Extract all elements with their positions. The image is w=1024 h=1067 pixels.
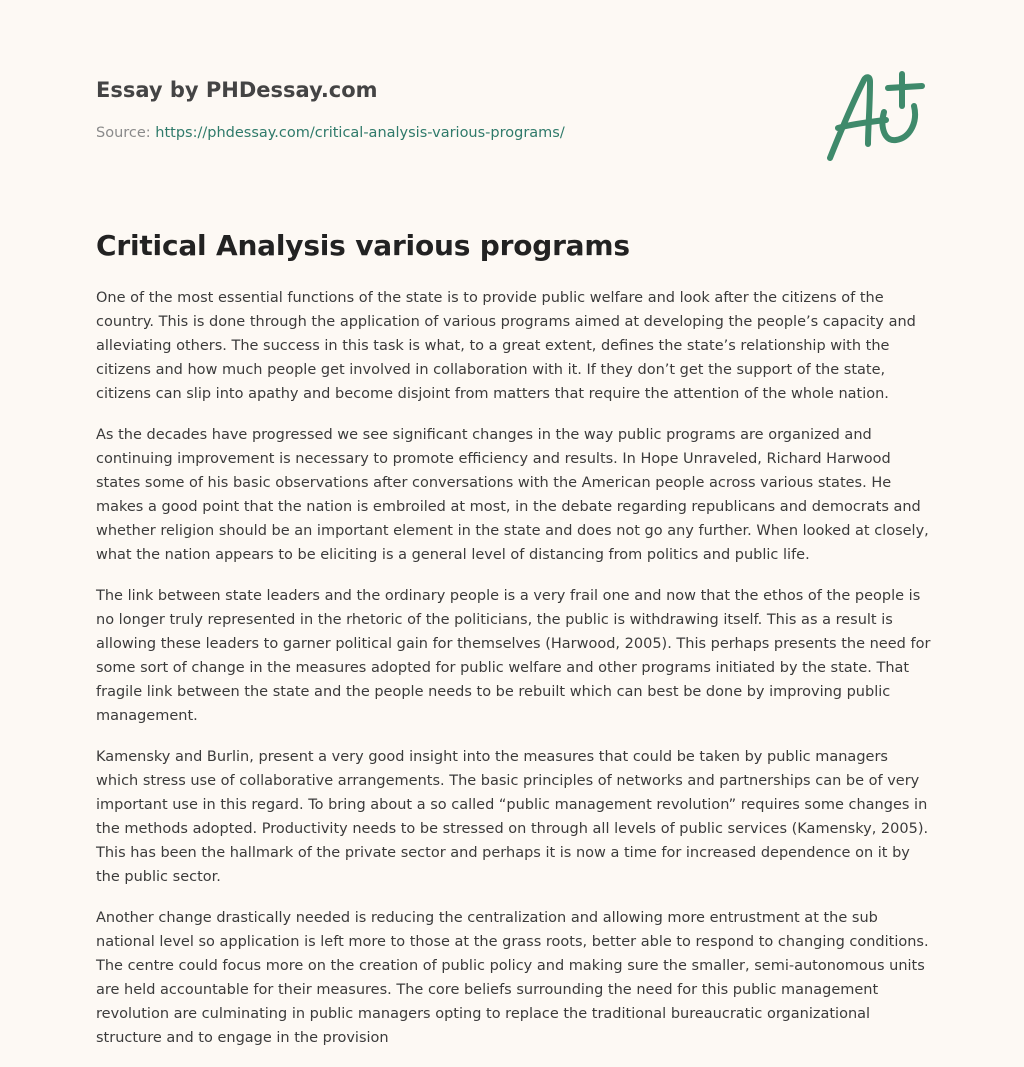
essay-paragraph: As the decades have progressed we see significant changes in the way public programs are organized and continuing improvement is necessary to promote efficiency and results. In Hope Unraveled, Richard Harwood states some of his basic observations after conversations with the American people across various states. He makes a good point that the nation is embroiled at most, in the debate regarding republicans and democrats and whether religion should be an important element in the state and does not go any further. When looked at closely, what the nation appears to be eliciting is a general level of distancing from politics and public life. bbox=[96, 427, 929, 563]
essay-title: Critical Analysis various programs bbox=[96, 229, 630, 262]
logo-swirl bbox=[883, 106, 916, 140]
essay-paragraph: Another change drastically needed is reducing the centralization and allowing more entrustment at the sub national level so application is left more to those at the grass roots, better able to respond to changing conditions. The centre could focus more on the creation of public policy and making sure the smaller, semi-autonomous units are held accountable for their measures. The core beliefs surrounding the need for this public management revolution are culminating in public managers opting to replace the traditional bureaucratic organizational structure and to engage in the provision bbox=[96, 910, 929, 1046]
essay-paragraph: The link between state leaders and the ordinary people is a very frail one and now that the ethos of the people is no longer truly represented in the rhetoric of the politicians, the public is withdrawing itself. This as a result is allowing these leaders to garner political gain for themselves (Harwood, 2005). This perhaps presents the need for some sort of change in the measures adopted for public welfare and other programs initiated by the state. That fragile link between the state and the people needs to be rebuilt which can best be done by improving public management. bbox=[96, 588, 931, 724]
source-line bbox=[96, 123, 796, 143]
essay-body bbox=[96, 286, 932, 1067]
a-plus-logo-icon bbox=[818, 66, 930, 166]
source-link[interactable]: https://phdessay.com/critical-analysis-various-programs/ bbox=[155, 125, 565, 141]
essay-paragraph: One of the most essential functions of the state is to provide public welfare and look after the citizens of the country. This is done through the application of various programs aimed at developing the people’s capacity and alleviating others. The success in this task is what, to a great extent, defines the state’s relationship with the citizens and how much people get involved in collaboration with it. If they don’t get the support of the state, citizens can slip into apathy and become disjoint from matters that require the attention of the whole nation. bbox=[96, 290, 916, 402]
a-plus-logo-svg bbox=[818, 66, 930, 166]
logo-a-stroke bbox=[830, 77, 870, 158]
source-label: Source: bbox=[96, 125, 151, 141]
logo-plus-horizontal bbox=[888, 86, 922, 88]
site-title: Essay by PHDessay.com bbox=[96, 78, 378, 102]
essay-header bbox=[96, 74, 796, 143]
essay-paragraph: Kamensky and Burlin, present a very good insight into the measures that could be taken by public managers which stress use of collaborative arrangements. The basic principles of networks and partnerships can be of very important use in this regard. To bring about a so called “public management revolution” requires some changes in the methods adopted. Productivity needs to be stressed on through all levels of public services (Kamensky, 2005). This has been the hallmark of the private sector and perhaps it is now a time for increased dependence on it by the public sector. bbox=[96, 749, 929, 885]
